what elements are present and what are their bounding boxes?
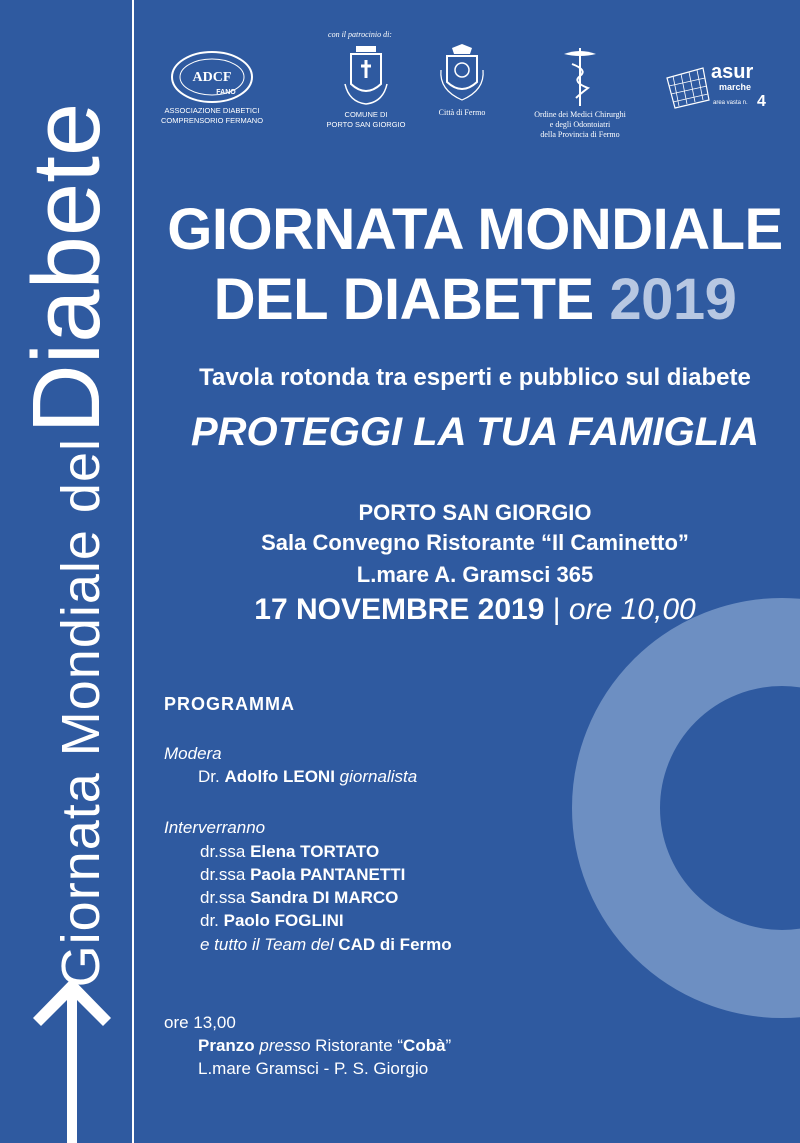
- slogan: PROTEGGI LA TUA FAMIGLIA: [190, 410, 760, 454]
- modera-label: Modera: [164, 744, 222, 763]
- venue-address: L.mare A. Gramsci 365: [356, 562, 594, 587]
- decorative-ring: [572, 598, 800, 1018]
- lunch-quote-close: ”: [445, 1036, 452, 1055]
- fermo-logo: [422, 44, 502, 118]
- sponsors-title: con il patrocinio di:: [328, 30, 392, 39]
- adcf-line1: ASSOCIAZIONE DIABETICI: [164, 106, 260, 115]
- event-date: 17 NOVEMBRE 2019: [254, 593, 545, 626]
- moderator-role: giornalista: [334, 767, 418, 786]
- speaker-name: Paolo FOGLINI: [223, 911, 344, 930]
- speaker-name: Paola PANTANETTI: [250, 865, 406, 884]
- porto-san-giorgio-logo: [316, 44, 416, 130]
- adcf-emblem-icon: [170, 50, 254, 104]
- program-heading: PROGRAMMA: [164, 694, 295, 714]
- porto-san-giorgio-crest-icon: [339, 44, 393, 108]
- main-title-year: 2019: [609, 267, 737, 332]
- vertical-title-small: Giornata Mondiale del: [51, 438, 111, 988]
- venue-city: PORTO SAN GIORGIO: [358, 500, 592, 525]
- asur-num: 4: [757, 93, 766, 110]
- medici-line1: Ordine dei Medici Chirurghi: [534, 110, 626, 119]
- asur-mark: asur: [711, 61, 754, 83]
- medici-logo: [515, 46, 645, 140]
- lunch-word: Pranzo: [198, 1036, 255, 1055]
- asur-logo-icon: [663, 60, 767, 110]
- venue-place: Sala Convegno Ristorante “Il Caminetto”: [261, 530, 689, 555]
- up-arrow-icon: [33, 978, 111, 1143]
- speaker-prefix: dr.ssa: [200, 865, 251, 884]
- asur-line2: area vasta n.: [713, 100, 748, 106]
- caduceus-icon: [560, 46, 600, 108]
- vertical-title: [12, 0, 122, 1105]
- medici-line3: della Provincia di Fermo: [540, 130, 620, 139]
- adcf-logo: [152, 50, 272, 126]
- speaker-prefix: dr.ssa: [200, 888, 251, 907]
- speaker-prefix: dr.: [200, 911, 224, 930]
- moderator: [198, 767, 417, 787]
- speaker-item: [200, 888, 398, 908]
- speaker-item: [200, 842, 379, 862]
- team-line: [200, 935, 452, 955]
- main-title-text: DEL DIABETE: [213, 267, 594, 332]
- lunch-presso: presso: [254, 1036, 316, 1055]
- adcf-mark: ADCF: [192, 70, 232, 85]
- lunch-restaurant: Ristorante “: [315, 1036, 404, 1055]
- lunch-address: L.mare Gramsci - P. S. Giorgio: [198, 1059, 429, 1078]
- speaker-name: Elena TORTATO: [250, 842, 380, 861]
- fermo-line1: Città di Fermo: [438, 108, 486, 117]
- asur-logo: [655, 60, 775, 112]
- lunch-line: [198, 1036, 451, 1056]
- speaker-item: [200, 911, 344, 931]
- speaker-item: [200, 865, 405, 885]
- moderator-prefix: Dr.: [198, 767, 225, 786]
- lunch-time: ore 13,00: [164, 1013, 236, 1032]
- adcf-line2: COMPRENSORIO FERMANO: [160, 116, 264, 125]
- moderator-name: Adolfo LEONI: [224, 767, 335, 786]
- event-time: ore 10,00: [568, 593, 696, 626]
- speaker-name: Sandra DI MARCO: [250, 888, 399, 907]
- sidebar: [0, 0, 134, 1143]
- asur-line1: marche: [719, 82, 752, 92]
- event-separator: |: [552, 593, 561, 626]
- speakers-label: Interverranno: [164, 818, 266, 837]
- main-title-line2: [150, 268, 800, 332]
- psg-line1: COMUNE DI: [344, 110, 388, 119]
- main-title-line1: GIORNATA MONDIALE: [167, 197, 783, 262]
- vertical-title-big: Diabete: [13, 102, 120, 434]
- fermo-crest-icon: [437, 44, 487, 106]
- event-datetime: [150, 593, 800, 627]
- psg-line2: PORTO SAN GIORGIO: [326, 120, 406, 129]
- team-name: CAD di Fermo: [338, 935, 452, 954]
- speaker-prefix: dr.ssa: [200, 842, 251, 861]
- lunch-restaurant-name: Cobà: [403, 1036, 446, 1055]
- adcf-sub: FANO: [216, 89, 236, 96]
- medici-line2: e degli Odontoiatri: [549, 120, 611, 129]
- subtitle: Tavola rotonda tra esperti e pubblico sul diabete: [199, 364, 751, 391]
- team-text: e tutto il Team del: [200, 935, 339, 954]
